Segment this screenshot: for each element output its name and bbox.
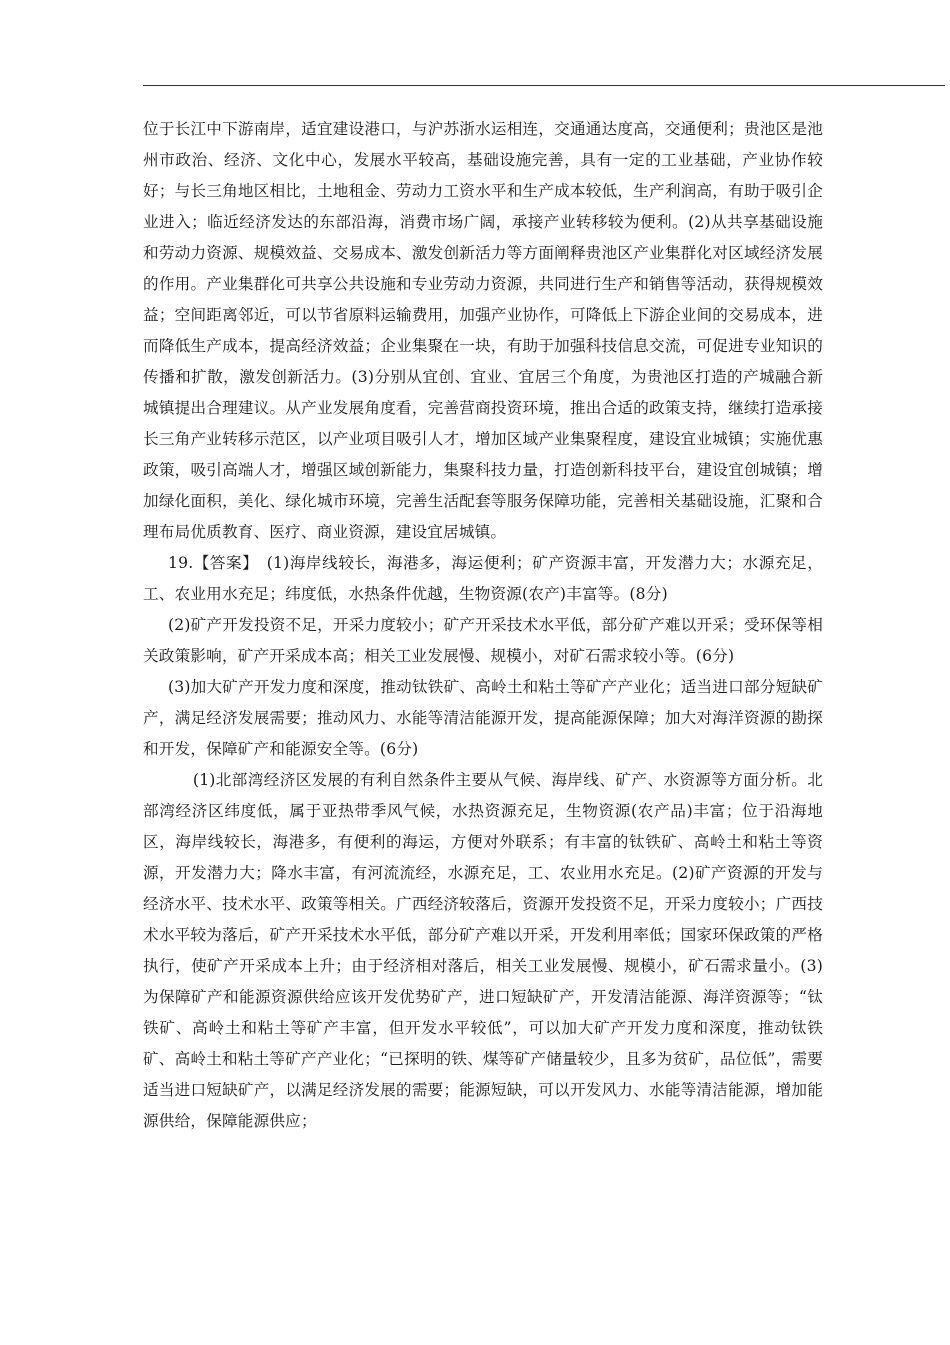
- paragraph-answer-19-part3: (3)加大矿产开发力度和深度，推动钛铁矿、高岭土和粘土等矿产产业化；适当进口部分短缺矿产，满足经济发展需要；推动风力、水能等清洁能源开发，提高能源保障；加大对海洋资源的勘探和开发，保障矿产和能源安全等。(6分): [143, 678, 823, 758]
- paragraph-answer-19: 19.【答案】 (1)海岸线较长，海港多，海运便利；矿产资源丰富，开发潜力大；水源充足，工、农业用水充足；纬度低，水热条件优越，生物资源(农产)丰富等。(8分): [143, 554, 823, 603]
- paragraph-explanation-19: (1)北部湾经济区发展的有利自然条件主要从气候、海岸线、矿产、水资源等方面分析。北部湾经济区纬度低，属于亚热带季风气候，水热资源充足，生物资源(农产品)丰富；位于沿海地区，海岸线较长，海港多，有便利的海运，方便对外联系；有丰富的钛铁矿、高岭土和粘土等资源，开发潜力大；降水丰富，有河流流经，水源充足，工、农业用水充足。(2)矿产资源的开发与经济水平、技术水平、政策等相关。广西经济较落后，资源开发投资不足，开采力度较小；广西技术水平较为落后，矿产开采技术水平低，部分矿产难以开采，开发利用率低；国家环保政策的严格执行，使矿产开采成本上升；由于经济相对落后，相关工业发展慢、规模小，矿石需求量小。(3)为保障矿产和能源资源供给应该开发优势矿产，进口短缺矿产，开发清洁能源、海洋资源等；“钛铁矿、高岭土和粘土等矿产丰富，但开发水平较低”，可以加大矿产开发力度和深度，推动钛铁矿、高岭土和粘土等矿产产业化；“已探明的铁、煤等矿产储量较少，且多为贫矿，品位低”，需要适当进口短缺矿产，以满足经济发展的需要；能源短缺，可以开发风力、水能等清洁能源，增加能源供给，保障能源供应；: [143, 771, 823, 1130]
- document-body: [143, 114, 823, 1137]
- header-rule: [143, 85, 945, 86]
- paragraph-answer-19-part2: (2)矿产开发投资不足，开采力度较小；矿产开采技术水平低，部分矿产难以开采；受环保等相关政策影响，矿产开采成本高；相关工业发展慢、规模小，对矿石需求较小等。(6分): [143, 616, 823, 665]
- paragraph-explanation-18: 位于长江中下游南岸，适宜建设港口，与沪苏浙水运相连，交通通达度高，交通便利；贵池区是池州市政治、经济、文化中心，发展水平较高，基础设施完善，具有一定的工业基础，产业协作较好；与长三角地区相比，土地租金、劳动力工资水平和生产成本较低，生产利润高，有助于吸引企业进入；临近经济发达的东部沿海，消费市场广阔，承接产业转移较为便利。(2)从共享基础设施和劳动力资源、规模效益、交易成本、激发创新活力等方面阐释贵池区产业集群化对区域经济发展的作用。产业集群化可共享公共设施和专业劳动力资源，共同进行生产和销售等活动，获得规模效益；空间距离邻近，可以节省原料运输费用，加强产业协作，可降低上下游企业间的交易成本，进而降低生产成本，提高经济效益；企业集聚在一块，有助于加强科技信息交流，可促进专业知识的传播和扩散，激发创新活力。(3)分别从宜创、宜业、宜居三个角度，为贵池区打造的产城融合新城镇提出合理建议。从产业发展角度看，完善营商投资环境，推出合适的政策支持，继续打造承接长三角产业转移示范区，以产业项目吸引人才，增加区域产业集聚程度，建设宜业城镇；实施优惠政策，吸引高端人才，增强区域创新能力，集聚科技力量，打造创新科技平台，建设宜创城镇；增加绿化面积，美化、绿化城市环境，完善生活配套等服务保障功能，完善相关基础设施，汇聚和合理布局优质教育、医疗、商业资源，建设宜居城镇。: [143, 120, 823, 541]
